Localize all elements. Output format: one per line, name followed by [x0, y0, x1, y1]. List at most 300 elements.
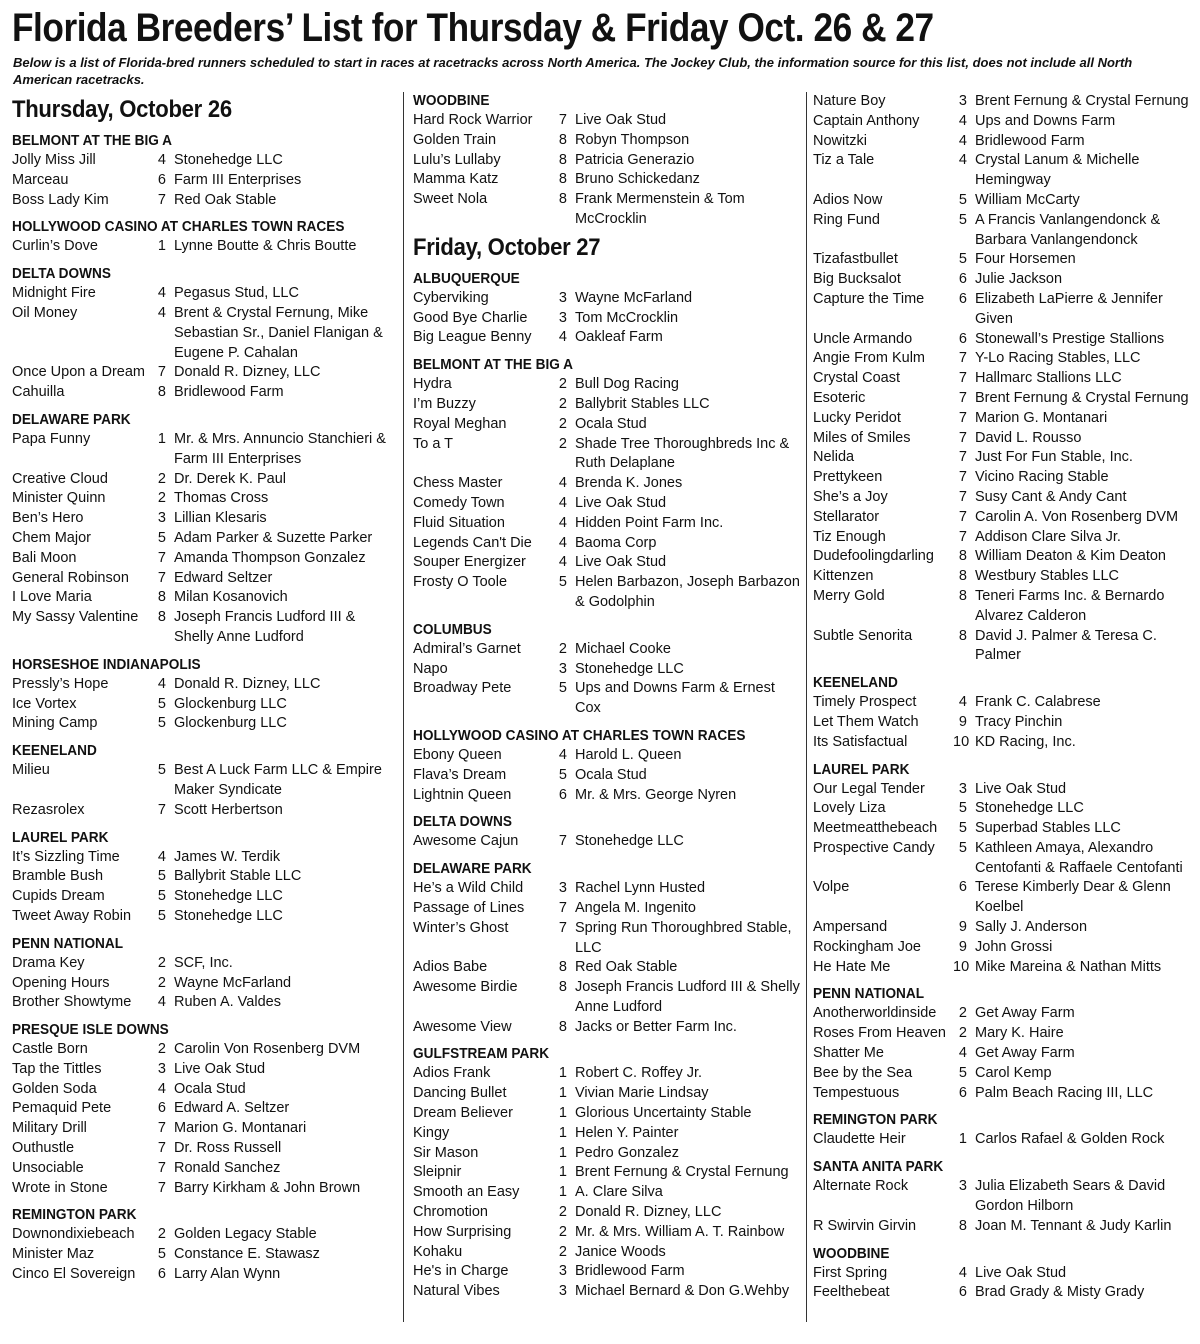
entry-row	[813, 369, 1198, 389]
race-number: 2	[157, 1041, 166, 1058]
race-number: 7	[558, 833, 567, 850]
breeder-name: Farm III Enterprises	[174, 171, 302, 188]
race-number: 4	[558, 494, 567, 511]
breeder-name: Rachel Lynn Husted	[575, 880, 706, 897]
breeder-name: Helen Y. Painter	[575, 1124, 679, 1141]
breeder-name: Addison Clare Silva Jr.	[975, 528, 1121, 545]
breeder-name: Joan M. Tennant & Judy Karlin	[975, 1217, 1172, 1234]
breeder-name: Lynne Boutte & Chris Boutte	[174, 238, 357, 255]
horse-name: Sleipnir	[413, 1164, 462, 1181]
horse-name: Comedy Town	[413, 494, 505, 511]
race-number: 4	[558, 329, 567, 346]
breeder-name: Shade Tree Thoroughbreds Inc & Ruth Delaplane	[575, 435, 790, 472]
horse-name: Ben’s Hero	[12, 510, 84, 527]
breeder-name: KD Racing, Inc.	[975, 733, 1076, 750]
breeder-name: Get Away Farm	[975, 1005, 1075, 1022]
breeder-name: Mike Mareina & Nathan Mitts	[975, 958, 1162, 975]
horse-name: Dream Believer	[413, 1105, 513, 1122]
breeder-name: Tracy Pinchin	[975, 713, 1063, 730]
breeder-name: A Francis Vanlangendonck & Barbara Vanlangendonck	[975, 211, 1161, 248]
race-number: 5	[958, 1064, 967, 1081]
entry-row	[413, 514, 803, 534]
race-number: 3	[558, 1283, 567, 1300]
horse-name: Tap the Tittles	[12, 1060, 102, 1077]
breeder-name: Ups and Downs Farm	[975, 112, 1116, 129]
entry-row	[813, 1217, 1198, 1237]
entry-row	[12, 529, 397, 549]
entry-row	[12, 848, 397, 868]
breeder-name: Ocala Stud	[575, 415, 647, 432]
intro-text: Below is a list of Florida-bred runners scheduled to start in races at racetracks across North America. The Jockey Club, the information source for this list, does not include all North American racetracks.	[13, 55, 1133, 87]
entry-row	[813, 1064, 1198, 1084]
breeder-name: Oakleaf Farm	[575, 329, 663, 346]
race-number: 10	[953, 958, 970, 975]
track-name: HOLLYWOOD CASINO AT CHARLES TOWN RACES	[413, 727, 746, 744]
race-number: 2	[958, 1005, 967, 1022]
breeder-name: Ruben A. Valdes	[174, 994, 281, 1011]
race-number: 7	[558, 112, 567, 128]
horse-name: Prettykeen	[813, 469, 883, 486]
track-name: PENN NATIONAL	[12, 935, 124, 952]
horse-name: Cinco El Sovereign	[12, 1266, 136, 1283]
entry-row	[12, 801, 397, 821]
track-section	[813, 985, 1198, 1103]
breeder-name: Pegasus Stud, LLC	[174, 285, 299, 302]
breeder-name: Julie Jackson	[975, 271, 1063, 288]
breeder-name: Sally J. Anderson	[975, 919, 1088, 936]
entry-row	[413, 328, 803, 348]
entry-row	[813, 1044, 1198, 1064]
horse-name: To a T	[413, 435, 454, 452]
race-number: 4	[157, 1080, 166, 1097]
track-name: DELTA DOWNS	[12, 266, 111, 283]
horse-name: Castle Born	[12, 1041, 88, 1058]
race-number: 5	[157, 695, 166, 712]
entry-row	[813, 547, 1198, 567]
entry-row	[12, 1159, 397, 1179]
entry-row	[813, 191, 1198, 211]
race-number: 6	[157, 171, 166, 188]
horse-name: Oil Money	[12, 304, 78, 321]
breeder-name: Bruno Schickedanz	[575, 171, 700, 188]
horse-name: It’s Sizzling Time	[12, 848, 120, 865]
race-number: 6	[157, 1100, 166, 1117]
breeder-name: Jacks or Better Farm Inc.	[575, 1018, 737, 1035]
horse-name: Minister Maz	[12, 1246, 95, 1263]
horse-name: General Robinson	[12, 569, 129, 586]
horse-name: Royal Meghan	[413, 415, 507, 432]
breeder-name: Dr. Ross Russell	[174, 1140, 282, 1157]
entry-row	[413, 1282, 803, 1302]
race-number: 3	[558, 1263, 567, 1280]
race-number: 2	[157, 490, 166, 507]
breeder-name: Mr. & Mrs. Annuncio Stanchieri & Farm III Enterprises	[174, 430, 386, 467]
race-number: 3	[157, 510, 166, 527]
horse-name: Alternate Rock	[813, 1178, 909, 1195]
race-number: 7	[958, 449, 967, 466]
horse-name: Claudette Heir	[813, 1131, 906, 1148]
entry-row	[12, 383, 397, 403]
horse-name: Rezasrolex	[12, 801, 85, 818]
entry-row	[12, 1245, 397, 1265]
breeder-name: Glockenburg LLC	[174, 715, 287, 732]
horse-name: He's in Charge	[413, 1263, 509, 1280]
breeder-name: Angela M. Ingenito	[575, 899, 696, 916]
race-number: 3	[558, 309, 567, 326]
entry-row	[413, 1144, 803, 1164]
breeder-name: Edward A. Seltzer	[174, 1100, 290, 1117]
entry-row	[413, 573, 803, 613]
horse-name: Nowitzki	[813, 132, 867, 149]
race-number: 4	[958, 1045, 967, 1062]
race-number: 9	[958, 938, 967, 955]
race-number: 6	[958, 879, 967, 896]
breeder-name: Tom McCrocklin	[575, 309, 679, 326]
entry-row	[413, 170, 803, 190]
horse-name: Legends Can't Die	[413, 534, 532, 551]
race-number: 5	[958, 839, 967, 856]
breeder-name: Carolin Von Rosenberg DVM	[174, 1041, 361, 1058]
horse-name: Tizafastbullet	[813, 251, 898, 268]
track-section	[413, 621, 803, 719]
horse-name: Sweet Nola	[413, 191, 488, 208]
horse-name: I Love Maria	[12, 589, 92, 606]
breeder-name: Best A Luck Farm LLC & Empire Maker Syndicate	[174, 762, 382, 798]
track-name: PENN NATIONAL	[813, 986, 925, 1003]
entry-row	[813, 1084, 1198, 1104]
horse-name: Milieu	[12, 762, 50, 779]
race-number: 5	[157, 868, 166, 885]
breeder-name: Hallmarc Stallions LLC	[975, 370, 1122, 387]
horse-name: Mamma Katz	[413, 171, 499, 188]
horse-name: Curlin’s Dove	[12, 238, 98, 255]
horse-name: Ebony Queen	[413, 746, 502, 763]
breeder-name: Spring Run Thoroughbred Stable, LLC	[575, 919, 792, 956]
race-number: 5	[157, 715, 166, 732]
entry-row	[12, 363, 397, 383]
race-number: 7	[157, 1120, 166, 1137]
breeder-name: Brenda K. Jones	[575, 475, 683, 492]
horse-name: Feelthebeat	[813, 1284, 890, 1301]
race-number: 7	[958, 350, 967, 367]
breeder-name: Carlos Rafael & Golden Rock	[975, 1131, 1165, 1148]
horse-name: Awesome Birdie	[413, 979, 518, 996]
entry-row	[813, 1177, 1198, 1217]
horse-name: Merry Gold	[813, 587, 885, 604]
breeder-name: William McCarty	[975, 191, 1080, 208]
track-section	[12, 829, 397, 927]
race-number: 7	[157, 364, 166, 381]
entry-row	[813, 1264, 1198, 1284]
breeder-name: Kathleen Amaya, Alexandro Centofanti & Raffaele Centofanti	[975, 839, 1183, 876]
race-number: 8	[958, 548, 967, 565]
page-title: Florida Breeders’ List for Thursday & Friday Oct. 26 & 27	[12, 6, 934, 50]
track-section	[12, 935, 397, 1013]
race-number: 5	[157, 1246, 166, 1263]
breeder-name: Brent Fernung & Crystal Fernung	[975, 389, 1189, 406]
race-number: 7	[958, 488, 967, 505]
breeder-name: Larry Alan Wynn	[174, 1266, 281, 1283]
race-number: 6	[157, 1266, 166, 1283]
track-name: LAUREL PARK	[12, 829, 109, 846]
entry-row	[12, 1060, 397, 1080]
entry-row	[413, 289, 803, 309]
entry-row	[813, 92, 1198, 112]
track-name: HORSESHOE INDIANAPOLIS	[12, 656, 201, 673]
race-number: 7	[958, 469, 967, 486]
entry-row	[413, 375, 803, 395]
horse-name: How Surprising	[413, 1223, 512, 1240]
track-section	[12, 411, 397, 648]
track-section	[813, 1158, 1198, 1236]
horse-name: Marceau	[12, 171, 69, 188]
race-number: 7	[958, 370, 967, 387]
horse-name: Big League Benny	[413, 329, 532, 346]
breeder-name: Elizabeth LaPierre & Jennifer Given	[975, 290, 1163, 327]
race-number: 1	[157, 238, 166, 255]
track-name: DELAWARE PARK	[413, 861, 532, 878]
race-number: 5	[558, 766, 567, 783]
race-number: 2	[558, 435, 567, 452]
breeder-name: Carolin A. Von Rosenberg DVM	[975, 508, 1179, 525]
horse-name: Capture the Time	[813, 290, 925, 307]
race-number: 3	[558, 660, 567, 677]
entry-row	[813, 733, 1198, 753]
entry-row	[12, 974, 397, 994]
horse-name: Smooth an Easy	[413, 1184, 520, 1201]
horse-name: Brother Showtyme	[12, 994, 132, 1011]
race-number: 4	[157, 152, 166, 168]
horse-name: Timely Prospect	[813, 694, 917, 711]
entry-row	[12, 549, 397, 569]
horse-name: Let Them Watch	[813, 713, 919, 730]
entry-row	[413, 1243, 803, 1263]
horse-name: Downondixiebeach	[12, 1226, 135, 1243]
breeder-name: Terese Kimberly Dear & Glenn Koelbel	[975, 879, 1171, 916]
breeder-name: Bridlewood Farm	[575, 1263, 685, 1280]
entry-row	[413, 679, 803, 719]
entry-row	[12, 1119, 397, 1139]
horse-name: Lightnin Queen	[413, 786, 512, 803]
breeder-name: Carol Kemp	[975, 1064, 1052, 1081]
horse-name: Anotherworldinside	[813, 1005, 937, 1022]
race-number: 2	[558, 395, 567, 412]
entry-row	[813, 349, 1198, 369]
horse-name: Jolly Miss Jill	[12, 152, 96, 168]
race-number: 7	[157, 191, 166, 208]
entry-row	[813, 112, 1198, 132]
horse-name: Cupids Dream	[12, 888, 105, 905]
breeder-name: Palm Beach Racing III, LLC	[975, 1084, 1154, 1101]
breeder-name: Hidden Point Farm Inc.	[575, 514, 724, 531]
entry-row	[413, 766, 803, 786]
breeder-name: David L. Rousso	[975, 429, 1082, 446]
breeder-name: Brad Grady & Misty Grady	[975, 1284, 1145, 1301]
track-name: PRESQUE ISLE DOWNS	[12, 1022, 169, 1039]
horse-name: Tiz a Tale	[813, 152, 875, 169]
horse-name: Minister Quinn	[12, 490, 106, 507]
entry-row	[413, 151, 803, 171]
entry-row	[413, 309, 803, 329]
day-heading: Friday, October 27	[413, 233, 601, 261]
horse-name: Prospective Candy	[813, 839, 935, 856]
breeder-name: Donald R. Dizney, LLC	[174, 364, 321, 381]
race-number: 7	[558, 899, 567, 916]
breeder-name: Thomas Cross	[174, 490, 269, 507]
entry-row	[12, 954, 397, 974]
race-number: 9	[958, 919, 967, 936]
horse-name: Stellarator	[813, 508, 880, 525]
breeder-name: Mr. & Mrs. George Nyren	[575, 786, 737, 803]
track-section	[813, 1111, 1198, 1150]
breeder-name: Just For Fun Stable, Inc.	[975, 449, 1133, 466]
race-number: 4	[958, 694, 967, 711]
breeder-name: Y-Lo Racing Stables, LLC	[975, 350, 1141, 367]
breeder-name: Ballybrit Stables LLC	[575, 395, 710, 412]
breeder-name: Pedro Gonzalez	[575, 1144, 679, 1161]
entry-row	[813, 713, 1198, 733]
entry-row	[413, 474, 803, 494]
breeder-name: Mr. & Mrs. William A. T. Rainbow	[575, 1223, 785, 1240]
entry-row	[813, 839, 1198, 879]
horse-name: My Sassy Valentine	[12, 609, 139, 626]
horse-name: Hydra	[413, 376, 452, 393]
breeder-name: Janice Woods	[575, 1243, 666, 1260]
breeder-name: John Grossi	[975, 938, 1053, 955]
breeder-name: Michael Cooke	[575, 640, 671, 657]
breeder-name: Vicino Racing Stable	[975, 469, 1109, 486]
breeder-name: William Deaton & Kim Deaton	[975, 548, 1166, 565]
race-number: 1	[558, 1124, 567, 1141]
horse-name: Volpe	[813, 879, 850, 896]
track-section	[413, 727, 803, 805]
horse-name: Ampersand	[813, 919, 888, 936]
track-section	[12, 656, 397, 734]
track-name: KEENELAND	[12, 743, 97, 760]
entry-row	[12, 1265, 397, 1285]
track-name: BELMONT AT THE BIG A	[413, 357, 574, 374]
track-name: BELMONT AT THE BIG A	[12, 133, 173, 149]
track-name: KEENELAND	[813, 675, 898, 692]
race-number: 8	[558, 1018, 567, 1035]
horse-name: Bramble Bush	[12, 868, 104, 885]
breeder-name: Barry Kirkham & John Brown	[174, 1179, 361, 1196]
column-2	[413, 92, 803, 1302]
column-3	[813, 92, 1198, 1303]
race-number: 7	[958, 528, 967, 545]
track-name: SANTA ANITA PARK	[813, 1159, 944, 1176]
horse-name: Pressly’s Hope	[12, 675, 109, 692]
breeder-name: Stonehedge LLC	[174, 907, 283, 924]
race-number: 1	[958, 1131, 967, 1148]
horse-name: Adios Babe	[413, 959, 488, 976]
race-number: 4	[958, 132, 967, 149]
entry-row	[813, 938, 1198, 958]
horse-name: Creative Cloud	[12, 470, 108, 487]
entry-row	[813, 211, 1198, 251]
horse-name: Dudefoolingdarling	[813, 548, 934, 565]
breeder-name: Ups and Downs Farm & Ernest Cox	[575, 680, 775, 717]
entry-row	[813, 429, 1198, 449]
race-number: 2	[157, 1226, 166, 1243]
race-number: 2	[157, 974, 166, 991]
entry-row	[813, 627, 1198, 667]
entry-row	[413, 111, 803, 131]
race-number: 8	[958, 627, 967, 644]
horse-name: Flava’s Dream	[413, 766, 507, 783]
race-number: 3	[157, 1060, 166, 1077]
track-name: HOLLYWOOD CASINO AT CHARLES TOWN RACES	[12, 219, 345, 236]
race-number: 3	[958, 780, 967, 797]
track-section	[413, 92, 803, 230]
breeder-name: Stonehedge LLC	[575, 660, 684, 677]
entry-row	[12, 993, 397, 1013]
race-number: 2	[558, 1243, 567, 1260]
race-number: 8	[958, 587, 967, 604]
breeder-name: Live Oak Stud	[174, 1060, 266, 1077]
breeder-name: Constance E. Stawasz	[174, 1246, 320, 1263]
horse-name: Chess Master	[413, 475, 503, 492]
horse-name: I’m Buzzy	[413, 395, 476, 412]
entry-row	[413, 1163, 803, 1183]
breeder-name: Ocala Stud	[174, 1080, 246, 1097]
entry-row	[413, 660, 803, 680]
entry-row	[813, 290, 1198, 330]
entry-row	[12, 569, 397, 589]
race-number: 4	[157, 285, 166, 302]
horse-name: Bali Moon	[12, 549, 77, 566]
race-number: 10	[953, 733, 970, 750]
horse-name: Meetmeatthebeach	[813, 820, 938, 837]
race-number: 2	[558, 1204, 567, 1221]
race-number: 3	[558, 880, 567, 897]
breeder-name: Superbad Stables LLC	[975, 820, 1121, 837]
breeder-name: Frank Mermenstein & Tom McCrocklin	[575, 191, 745, 227]
horse-name: Captain Anthony	[813, 112, 920, 129]
horse-name: Mining Camp	[12, 715, 98, 732]
horse-name: Nature Boy	[813, 93, 886, 109]
entry-row	[413, 494, 803, 514]
track-section	[413, 860, 803, 1037]
entry-row	[813, 780, 1198, 800]
race-number: 4	[558, 746, 567, 763]
entry-row	[813, 1130, 1198, 1150]
entry-row	[813, 508, 1198, 528]
horse-name: Opening Hours	[12, 974, 110, 991]
track-name: DELAWARE PARK	[12, 411, 131, 428]
race-number: 8	[558, 979, 567, 996]
entry-row	[413, 1084, 803, 1104]
race-number: 4	[558, 514, 567, 531]
breeder-name: Adam Parker & Suzette Parker	[174, 529, 373, 546]
entry-row	[12, 191, 397, 211]
track-section	[12, 218, 397, 257]
horse-name: Kittenzen	[813, 568, 874, 585]
horse-name: Fluid Situation	[413, 514, 505, 531]
race-number: 1	[558, 1144, 567, 1161]
entry-row	[413, 534, 803, 554]
track-section	[413, 270, 803, 348]
track-section	[12, 132, 397, 210]
race-number: 8	[157, 609, 166, 626]
breeder-name: A. Clare Silva	[575, 1184, 663, 1201]
entry-row	[12, 171, 397, 191]
entry-row	[12, 237, 397, 257]
entry-row	[12, 509, 397, 529]
horse-name: Ice Vortex	[12, 695, 77, 712]
breeder-name: Glorious Uncertainty Stable	[575, 1105, 752, 1122]
entry-row	[12, 1179, 397, 1199]
